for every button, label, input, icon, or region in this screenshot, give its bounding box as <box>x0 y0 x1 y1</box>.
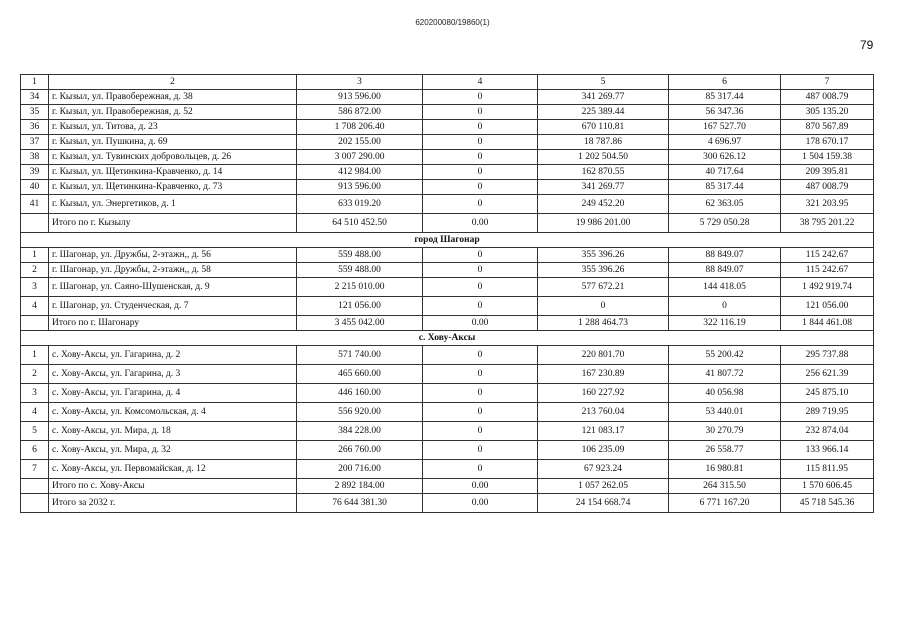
header-cell: 5 <box>538 75 669 90</box>
value-cell: 121 083.17 <box>538 422 669 441</box>
value-cell: 913 596.00 <box>297 90 423 105</box>
value-cell: 19 986 201.00 <box>538 214 669 233</box>
table-row <box>21 441 874 460</box>
value-cell: 870 567.89 <box>781 120 874 135</box>
table-row <box>21 278 874 297</box>
value-cell: 0 <box>423 346 538 365</box>
value-cell: 322 116.19 <box>669 316 781 331</box>
value-cell: 4 696.97 <box>669 135 781 150</box>
value-cell: 39 <box>21 165 49 180</box>
table-row <box>21 297 874 316</box>
value-cell: 213 760.04 <box>538 403 669 422</box>
value-cell: 0 <box>423 135 538 150</box>
value-cell: 305 135.20 <box>781 105 874 120</box>
address-cell: с. Хову-Аксы, ул. Мира, д. 32 <box>49 441 297 460</box>
address-cell: г. Кызыл, ул. Пушкина, д. 69 <box>49 135 297 150</box>
value-cell: 2 <box>21 365 49 384</box>
address-cell: г. Кызыл, ул. Щетинкина-Кравченко, д. 14 <box>49 165 297 180</box>
value-cell: 1 492 919.74 <box>781 278 874 297</box>
table-row <box>21 346 874 365</box>
value-cell: 384 228.00 <box>297 422 423 441</box>
value-cell: 232 874.04 <box>781 422 874 441</box>
table-row <box>21 195 874 214</box>
value-cell: 341 269.77 <box>538 180 669 195</box>
value-cell: 245 875.10 <box>781 384 874 403</box>
value-cell: 144 418.05 <box>669 278 781 297</box>
total-row <box>21 494 874 513</box>
section-title: город Шагонар <box>21 233 874 248</box>
value-cell: 5 <box>21 422 49 441</box>
header-cell: 2 <box>49 75 297 90</box>
value-cell: 16 980.81 <box>669 460 781 479</box>
value-cell: 0 <box>423 90 538 105</box>
value-cell: 2 215 010.00 <box>297 278 423 297</box>
address-cell: г. Шагонар, ул. Дружбы, 2-этажн,, д. 56 <box>49 248 297 263</box>
value-cell: 1 202 504.50 <box>538 150 669 165</box>
value-cell: 446 160.00 <box>297 384 423 403</box>
value-cell: 225 389.44 <box>538 105 669 120</box>
value-cell: 2 <box>21 263 49 278</box>
value-cell: 1 570 606.45 <box>781 479 874 494</box>
value-cell <box>21 494 49 513</box>
address-cell: с. Хову-Аксы, ул. Гагарина, д. 4 <box>49 384 297 403</box>
value-cell: 56 347.36 <box>669 105 781 120</box>
value-cell: 295 737.88 <box>781 346 874 365</box>
value-cell <box>21 479 49 494</box>
value-cell: 3 455 042.00 <box>297 316 423 331</box>
value-cell: 0.00 <box>423 214 538 233</box>
value-cell: 88 849.07 <box>669 248 781 263</box>
value-cell: 178 670.17 <box>781 135 874 150</box>
address-cell: с. Хову-Аксы, ул. Мира, д. 18 <box>49 422 297 441</box>
value-cell <box>21 316 49 331</box>
header-cell: 7 <box>781 75 874 90</box>
value-cell: 577 672.21 <box>538 278 669 297</box>
address-cell: с. Хову-Аксы, ул. Первомайская, д. 12 <box>49 460 297 479</box>
address-cell: с. Хову-Аксы, ул. Комсомольская, д. 4 <box>49 403 297 422</box>
value-cell: 1 288 464.73 <box>538 316 669 331</box>
value-cell: 256 621.39 <box>781 365 874 384</box>
value-cell: 341 269.77 <box>538 90 669 105</box>
table-row <box>21 248 874 263</box>
value-cell: 559 488.00 <box>297 248 423 263</box>
value-cell: 106 235.09 <box>538 441 669 460</box>
value-cell: 7 <box>21 460 49 479</box>
header-cell: 3 <box>297 75 423 90</box>
value-cell: 85 317.44 <box>669 90 781 105</box>
address-cell: г. Кызыл, ул. Правобережная, д. 38 <box>49 90 297 105</box>
table-row <box>21 135 874 150</box>
value-cell: 913 596.00 <box>297 180 423 195</box>
value-cell: 300 626.12 <box>669 150 781 165</box>
value-cell: 670 110.81 <box>538 120 669 135</box>
table-row <box>21 384 874 403</box>
value-cell: 249 452.20 <box>538 195 669 214</box>
total-row <box>21 214 874 233</box>
value-cell: 0 <box>423 278 538 297</box>
address-cell: Итого по с. Хову-Аксы <box>49 479 297 494</box>
value-cell: 5 729 050.28 <box>669 214 781 233</box>
value-cell: 34 <box>21 90 49 105</box>
value-cell: 0 <box>423 150 538 165</box>
value-cell: 4 <box>21 403 49 422</box>
value-cell: 0 <box>423 460 538 479</box>
value-cell: 121 056.00 <box>297 297 423 316</box>
value-cell: 85 317.44 <box>669 180 781 195</box>
value-cell: 202 155.00 <box>297 135 423 150</box>
total-row <box>21 316 874 331</box>
value-cell: 6 <box>21 441 49 460</box>
value-cell: 487 008.79 <box>781 90 874 105</box>
value-cell: 38 <box>21 150 49 165</box>
value-cell: 88 849.07 <box>669 263 781 278</box>
value-cell: 45 718 545.36 <box>781 494 874 513</box>
address-cell: г. Шагонар, ул. Дружбы, 2-этажн,, д. 58 <box>49 263 297 278</box>
value-cell: 4 <box>21 297 49 316</box>
value-cell: 162 870.55 <box>538 165 669 180</box>
value-cell: 1 <box>21 346 49 365</box>
table-row <box>21 105 874 120</box>
value-cell: 24 154 668.74 <box>538 494 669 513</box>
value-cell: 6 771 167.20 <box>669 494 781 513</box>
value-cell: 0.00 <box>423 494 538 513</box>
value-cell: 121 056.00 <box>781 297 874 316</box>
table-row <box>21 180 874 195</box>
value-cell: 3 <box>21 384 49 403</box>
table-row <box>21 150 874 165</box>
header-cell: 1 <box>21 75 49 90</box>
value-cell: 167 527.70 <box>669 120 781 135</box>
section-title: с. Хову-Аксы <box>21 331 874 346</box>
value-cell: 160 227.92 <box>538 384 669 403</box>
header-cell: 4 <box>423 75 538 90</box>
value-cell: 412 984.00 <box>297 165 423 180</box>
value-cell: 465 660.00 <box>297 365 423 384</box>
value-cell: 266 760.00 <box>297 441 423 460</box>
value-cell: 36 <box>21 120 49 135</box>
address-cell: с. Хову-Аксы, ул. Гагарина, д. 2 <box>49 346 297 365</box>
data-table <box>20 74 874 513</box>
value-cell: 3 007 290.00 <box>297 150 423 165</box>
address-cell: Итого по г. Кызылу <box>49 214 297 233</box>
header-cell: 6 <box>669 75 781 90</box>
address-cell: Итого по г. Шагонару <box>49 316 297 331</box>
value-cell: 2 892 184.00 <box>297 479 423 494</box>
value-cell: 133 966.14 <box>781 441 874 460</box>
value-cell: 62 363.05 <box>669 195 781 214</box>
value-cell: 264 315.50 <box>669 479 781 494</box>
value-cell: 35 <box>21 105 49 120</box>
address-cell: с. Хову-Аксы, ул. Гагарина, д. 3 <box>49 365 297 384</box>
value-cell: 0 <box>423 105 538 120</box>
value-cell: 0 <box>423 263 538 278</box>
table-row <box>21 422 874 441</box>
section-row <box>21 233 874 248</box>
value-cell: 26 558.77 <box>669 441 781 460</box>
table-row <box>21 165 874 180</box>
address-cell: Итого за 2032 г. <box>49 494 297 513</box>
value-cell: 0 <box>423 165 538 180</box>
header-row <box>21 75 874 90</box>
value-cell: 41 <box>21 195 49 214</box>
value-cell: 1 <box>21 248 49 263</box>
value-cell: 67 923.24 <box>538 460 669 479</box>
value-cell: 220 801.70 <box>538 346 669 365</box>
document-id: 620200080/19860(1) <box>415 18 490 27</box>
value-cell: 0 <box>669 297 781 316</box>
value-cell: 40 056.98 <box>669 384 781 403</box>
value-cell: 0 <box>423 365 538 384</box>
value-cell: 200 716.00 <box>297 460 423 479</box>
value-cell: 53 440.01 <box>669 403 781 422</box>
value-cell: 0 <box>423 441 538 460</box>
value-cell: 559 488.00 <box>297 263 423 278</box>
value-cell: 38 795 201.22 <box>781 214 874 233</box>
value-cell: 0 <box>423 422 538 441</box>
value-cell: 321 203.95 <box>781 195 874 214</box>
address-cell: г. Шагонар, ул. Саяно-Шушенская, д. 9 <box>49 278 297 297</box>
address-cell: г. Кызыл, ул. Тувинских добровольцев, д. 26 <box>49 150 297 165</box>
address-cell: г. Кызыл, ул. Правобережная, д. 52 <box>49 105 297 120</box>
value-cell: 40 <box>21 180 49 195</box>
value-cell: 0 <box>538 297 669 316</box>
value-cell: 55 200.42 <box>669 346 781 365</box>
value-cell: 571 740.00 <box>297 346 423 365</box>
section-row <box>21 331 874 346</box>
table-row <box>21 90 874 105</box>
address-cell: г. Шагонар, ул. Студенческая, д. 7 <box>49 297 297 316</box>
table-row <box>21 365 874 384</box>
value-cell: 41 807.72 <box>669 365 781 384</box>
value-cell: 355 396.26 <box>538 248 669 263</box>
value-cell: 209 395.81 <box>781 165 874 180</box>
value-cell: 115 242.67 <box>781 263 874 278</box>
value-cell: 0.00 <box>423 479 538 494</box>
value-cell: 115 811.95 <box>781 460 874 479</box>
table-row <box>21 460 874 479</box>
value-cell: 30 270.79 <box>669 422 781 441</box>
value-cell: 3 <box>21 278 49 297</box>
page-number: 79 <box>860 38 874 52</box>
value-cell: 0 <box>423 180 538 195</box>
value-cell: 0.00 <box>423 316 538 331</box>
total-row <box>21 479 874 494</box>
value-cell: 40 717.64 <box>669 165 781 180</box>
value-cell: 586 872.00 <box>297 105 423 120</box>
value-cell: 1 708 206.40 <box>297 120 423 135</box>
value-cell: 1 504 159.38 <box>781 150 874 165</box>
value-cell: 0 <box>423 120 538 135</box>
value-cell: 556 920.00 <box>297 403 423 422</box>
address-cell: г. Кызыл, ул. Энергетиков, д. 1 <box>49 195 297 214</box>
value-cell <box>21 214 49 233</box>
value-cell: 76 644 381.30 <box>297 494 423 513</box>
value-cell: 0 <box>423 384 538 403</box>
value-cell: 0 <box>423 195 538 214</box>
value-cell: 289 719.95 <box>781 403 874 422</box>
value-cell: 167 230.89 <box>538 365 669 384</box>
value-cell: 37 <box>21 135 49 150</box>
table-row <box>21 120 874 135</box>
value-cell: 1 844 461.08 <box>781 316 874 331</box>
address-cell: г. Кызыл, ул. Титова, д. 23 <box>49 120 297 135</box>
value-cell: 18 787.86 <box>538 135 669 150</box>
address-cell: г. Кызыл, ул. Щетинкина-Кравченко, д. 73 <box>49 180 297 195</box>
value-cell: 0 <box>423 248 538 263</box>
value-cell: 0 <box>423 297 538 316</box>
value-cell: 64 510 452.50 <box>297 214 423 233</box>
table-row <box>21 263 874 278</box>
table-row <box>21 403 874 422</box>
value-cell: 0 <box>423 403 538 422</box>
value-cell: 115 242.67 <box>781 248 874 263</box>
value-cell: 633 019.20 <box>297 195 423 214</box>
value-cell: 487 008.79 <box>781 180 874 195</box>
value-cell: 1 057 262.05 <box>538 479 669 494</box>
value-cell: 355 396.26 <box>538 263 669 278</box>
